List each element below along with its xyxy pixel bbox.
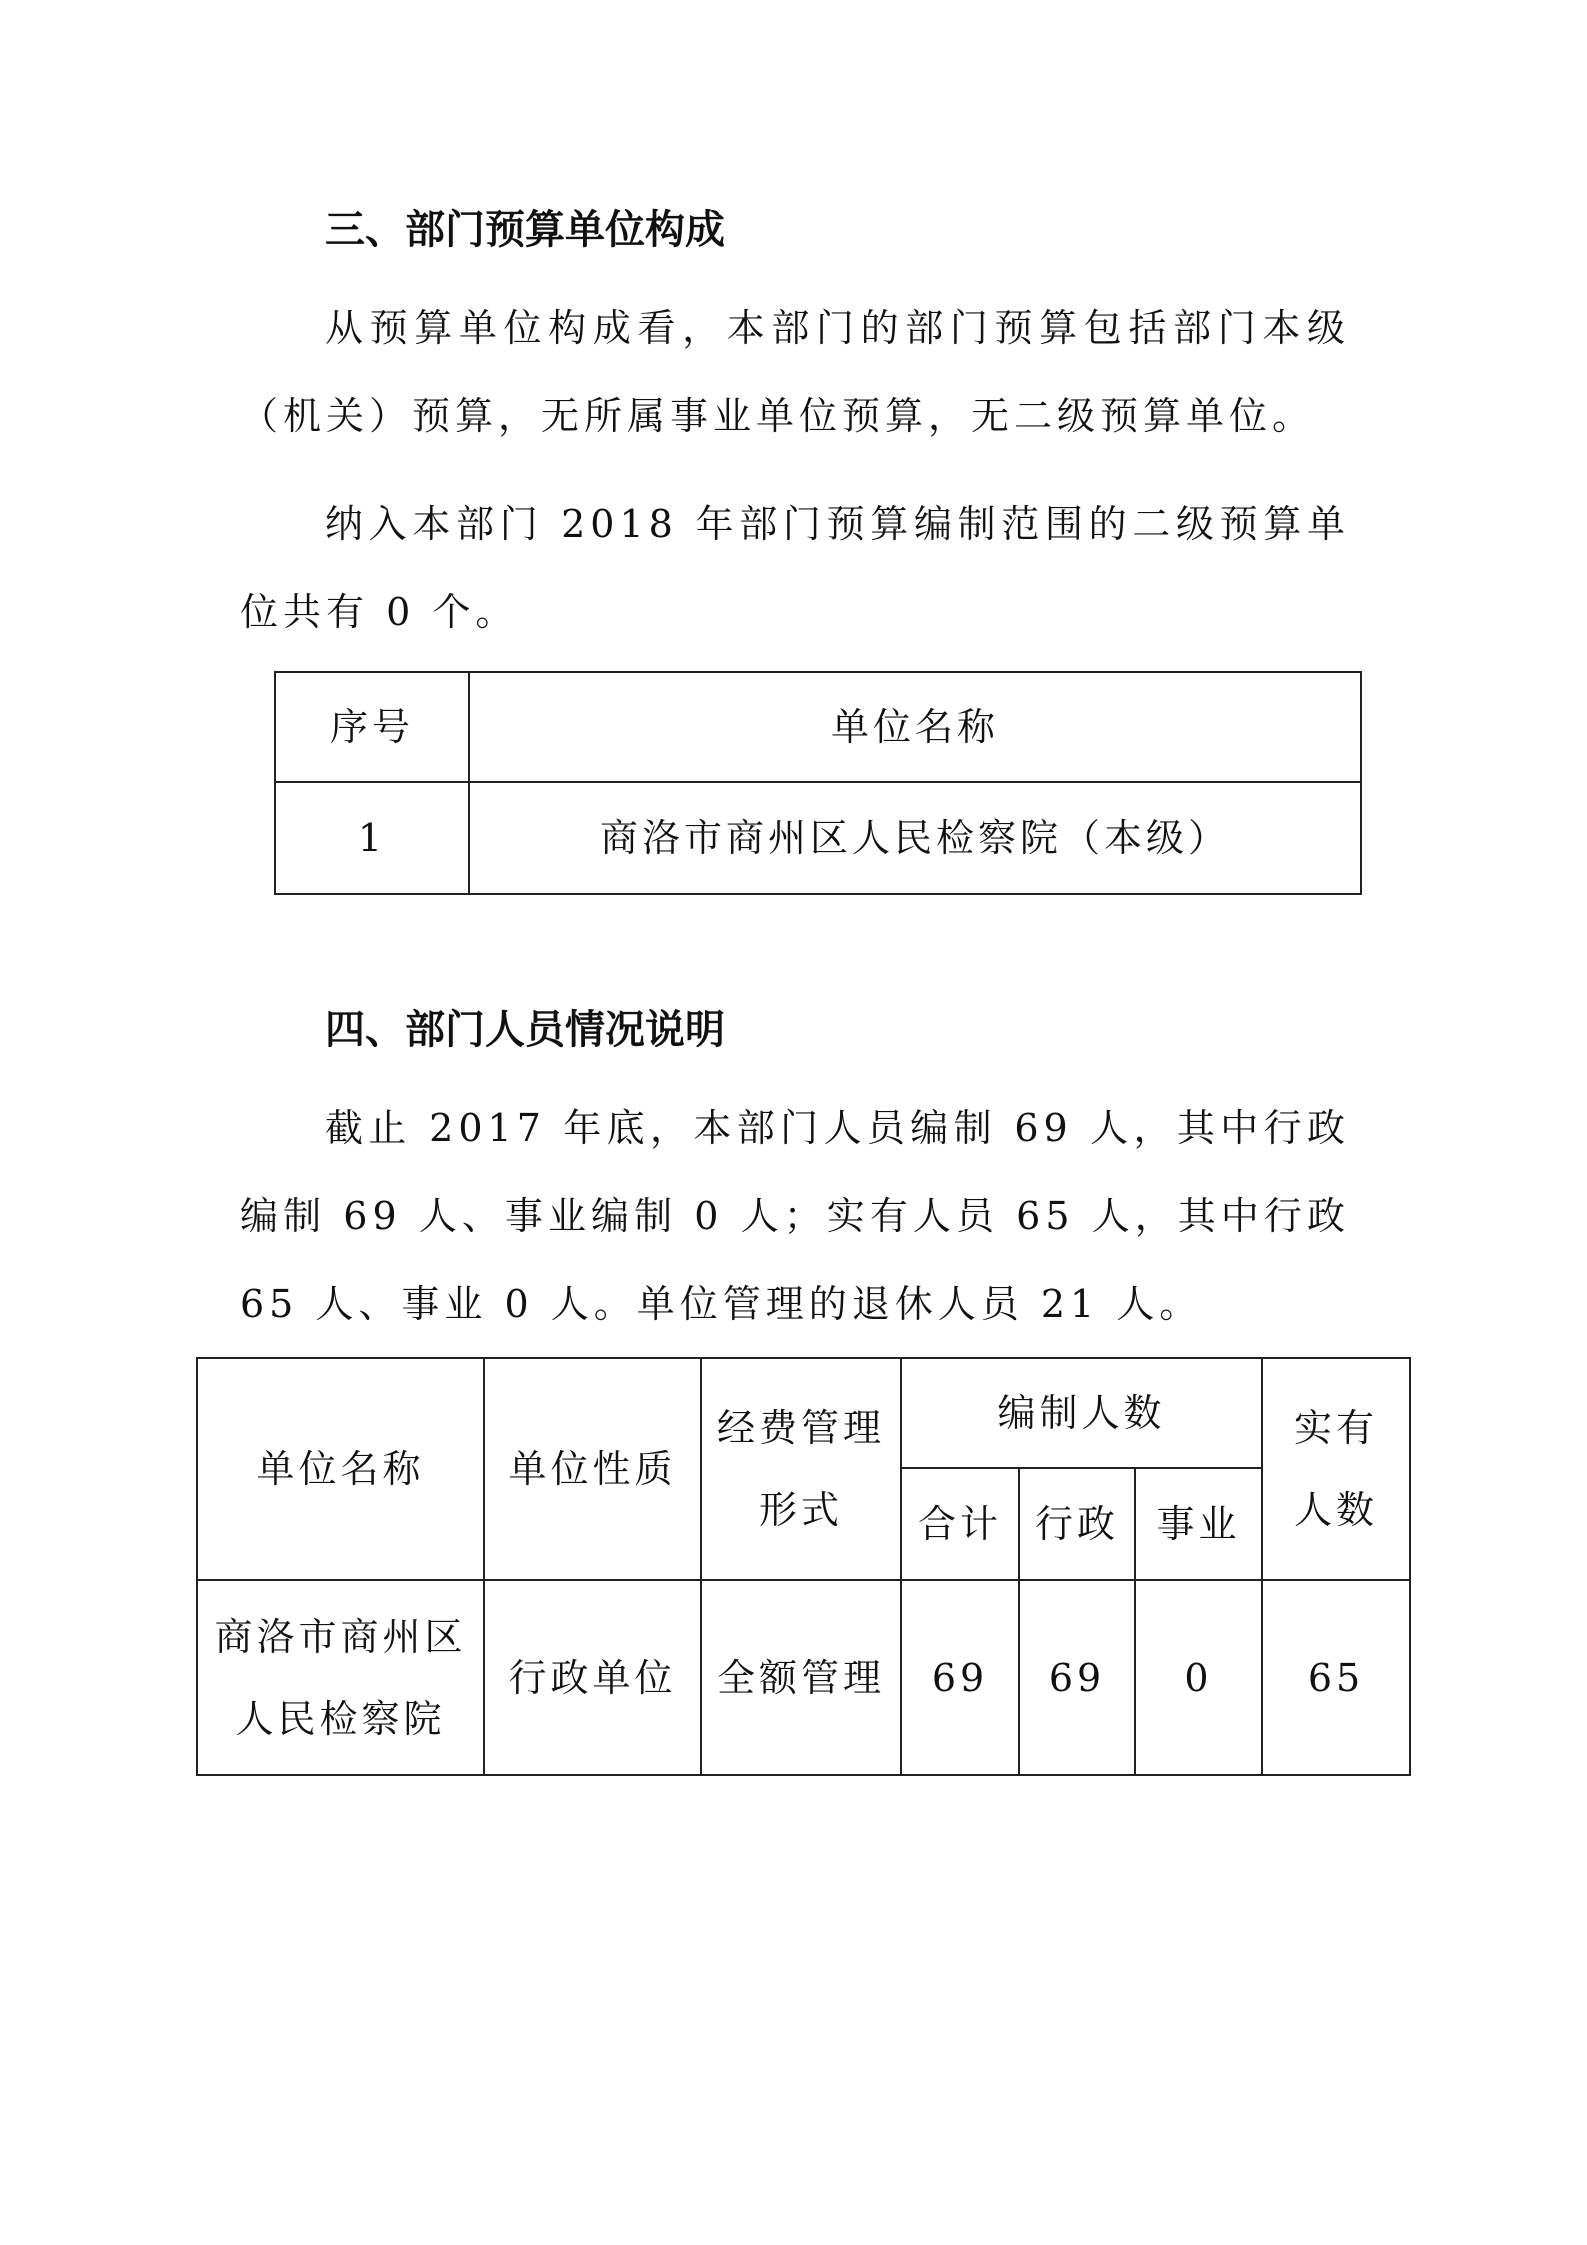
cell-actual-count: 65 bbox=[1262, 1580, 1410, 1775]
header-unit-name: 单位名称 bbox=[197, 1358, 484, 1580]
header-serial-number: 序号 bbox=[275, 672, 469, 782]
header-fund-form-line-2: 形式 bbox=[758, 1488, 843, 1532]
section-4-paragraph: 截止 2017 年底，本部门人员编制 69 人，其中行政编制 69 人、事业编制 0 人；实有人员 65 人，其中行政 65 人、事业 0 人。单位管理的退休人员 21 人。 bbox=[240, 1106, 1350, 1326]
header-unit-name: 单位名称 bbox=[469, 672, 1361, 782]
header-total: 合计 bbox=[901, 1468, 1019, 1580]
staffing-table bbox=[196, 1357, 1411, 1776]
header-administrative: 行政 bbox=[1019, 1468, 1135, 1580]
section-3-paragraph-1: 从预算单位构成看，本部门的部门预算包括部门本级（机关）预算，无所属事业单位预算，无二级预算单位。 bbox=[240, 306, 1350, 438]
header-actual-count bbox=[1262, 1358, 1410, 1580]
header-fund-form-line-1: 经费管理 bbox=[716, 1406, 885, 1450]
cell-unit-name-line-1: 商洛市商州区 bbox=[214, 1614, 467, 1659]
header-staffing-count: 编制人数 bbox=[901, 1358, 1262, 1468]
header-unit-nature: 单位性质 bbox=[484, 1358, 701, 1580]
table-header-row bbox=[275, 672, 1361, 782]
cell-total: 69 bbox=[901, 1580, 1019, 1775]
cell-unit-name bbox=[197, 1580, 484, 1775]
section-3-paragraph-2: 纳入本部门 2018 年部门预算编制范围的二级预算单位共有 0 个。 bbox=[240, 502, 1350, 634]
table-row bbox=[275, 782, 1361, 894]
cell-unit-nature: 行政单位 bbox=[484, 1580, 701, 1775]
header-fund-management-form bbox=[701, 1358, 901, 1580]
budget-unit-table bbox=[274, 671, 1362, 895]
cell-unit-name: 商洛市商州区人民检察院（本级） bbox=[469, 782, 1361, 894]
cell-unit-name-line-2: 人民检察院 bbox=[235, 1696, 446, 1741]
header-public-institution: 事业 bbox=[1135, 1468, 1262, 1580]
table-row bbox=[197, 1580, 1410, 1775]
section-4-heading: 四、部门人员情况说明 bbox=[325, 1007, 725, 1053]
header-actual-line-1: 实有 bbox=[1293, 1406, 1378, 1450]
section-3-heading: 三、部门预算单位构成 bbox=[325, 207, 725, 253]
cell-public-institution: 0 bbox=[1135, 1580, 1262, 1775]
header-actual-line-2: 人数 bbox=[1293, 1488, 1378, 1532]
cell-fund-form: 全额管理 bbox=[701, 1580, 901, 1775]
cell-administrative: 69 bbox=[1019, 1580, 1135, 1775]
cell-serial-number: 1 bbox=[275, 782, 469, 894]
